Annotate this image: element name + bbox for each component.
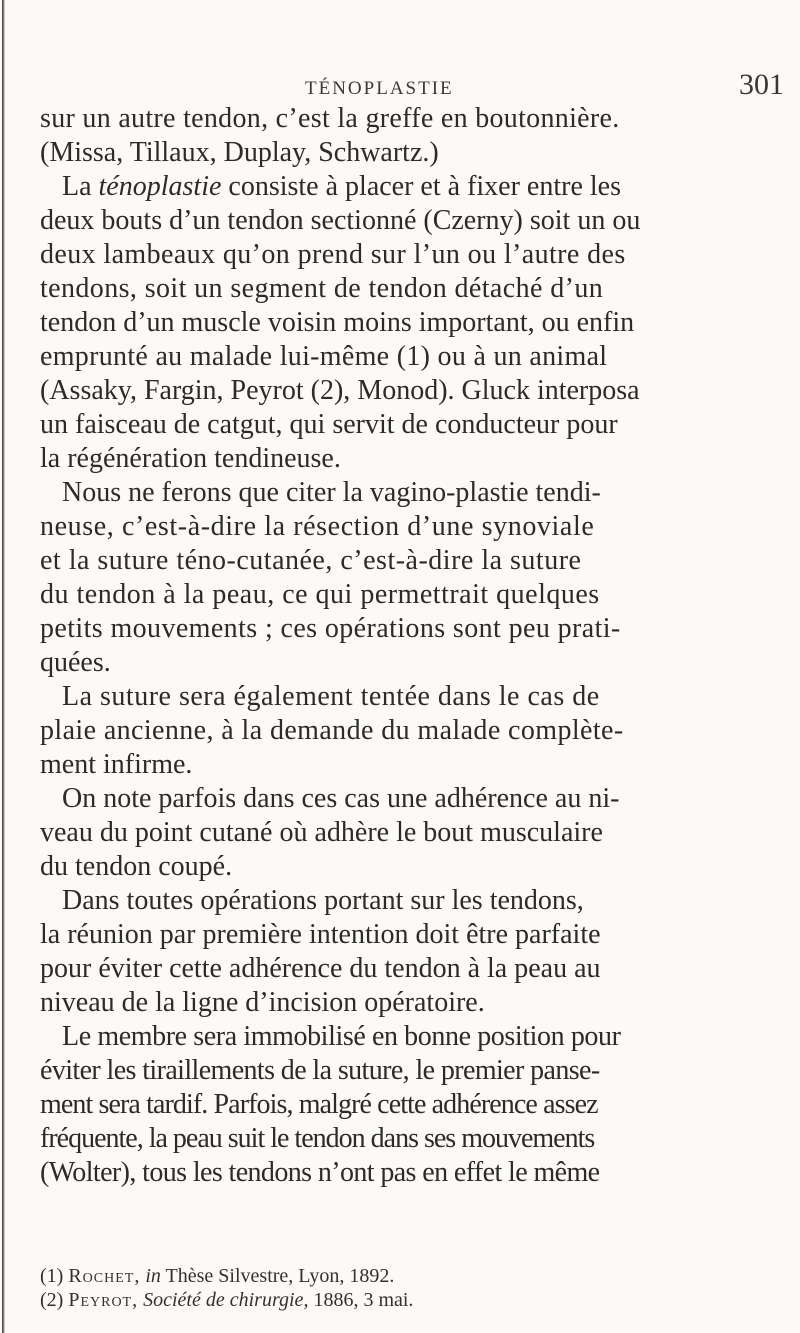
text-line: la réunion par première intention doit être parfaite bbox=[40, 919, 601, 950]
text-line: du tendon à la peau, ce qui permettrait quelques bbox=[40, 579, 600, 610]
text-line: éviter les tiraillements de la suture, le premier panse- bbox=[40, 1055, 600, 1086]
italic-term: ténoplastie bbox=[98, 171, 222, 202]
text-line: la régénération tendineuse. bbox=[40, 443, 341, 474]
running-title: TÉNOPLASTIE bbox=[305, 78, 454, 99]
text-line: sur un autre tendon, c’est la greffe en boutonnière. bbox=[40, 103, 620, 134]
text-line: (Missa, Tillaux, Duplay, Schwartz.) bbox=[40, 137, 439, 168]
text-line: Nous ne ferons que citer la vagino-plastie tendi- bbox=[62, 477, 601, 508]
footnote-marker: (2) bbox=[40, 1289, 64, 1311]
text-line: Le membre sera immobilisé en bonne position pour bbox=[62, 1021, 621, 1052]
text-line: quées. bbox=[40, 647, 111, 678]
text-fragment: La bbox=[62, 171, 92, 202]
text-line: La suture sera également tentée dans le cas de bbox=[62, 681, 600, 712]
footnote-journal: Société de chirurgie, bbox=[143, 1289, 309, 1311]
text-line: plaie ancienne, à la demande du malade complète- bbox=[40, 715, 624, 746]
text-line: deux lambeaux qu’on prend sur l’un ou l’autre des bbox=[40, 239, 626, 270]
footnote-2 bbox=[40, 1288, 413, 1312]
text-line: et la suture téno-cutanée, c’est-à-dire la suture bbox=[40, 545, 582, 576]
text-line: veau du point cutané où adhère le bout musculaire bbox=[40, 817, 603, 848]
text-line: petits mouvements ; ces opérations sont peu prati- bbox=[40, 613, 621, 644]
text-line: un faisceau de catgut, qui servit de conducteur pour bbox=[40, 409, 618, 440]
text-line: du tendon coupé. bbox=[40, 851, 233, 882]
text-line: ment sera tardif. Parfois, malgré cette adhérence assez bbox=[40, 1089, 598, 1120]
footnote-source: 1886, 3 mai. bbox=[313, 1289, 414, 1311]
text-line: tendons, soit un segment de tendon détaché d’un bbox=[40, 273, 604, 304]
text-line bbox=[62, 170, 621, 204]
text-line: (Assaky, Fargin, Peyrot (2), Monod). Gluck interposa bbox=[40, 375, 640, 406]
text-line: ment infirme. bbox=[40, 749, 193, 780]
page-header bbox=[0, 64, 800, 104]
footnote-marker: (1) bbox=[40, 1265, 64, 1287]
footnote-author: Rochet, bbox=[68, 1265, 141, 1287]
text-line: On note parfois dans ces cas une adhérence au ni- bbox=[62, 783, 620, 814]
page-edge-shadow bbox=[2, 0, 5, 1333]
footnote-author: Peyrot, bbox=[68, 1289, 139, 1311]
text-line: neuse, c’est-à-dire la résection d’une synoviale bbox=[40, 511, 595, 542]
text-line: (Wolter), tous les tendons n’ont pas en effet le même bbox=[40, 1157, 600, 1188]
text-fragment: consiste à placer et à fixer entre les bbox=[228, 171, 621, 202]
text-line: tendon d’un muscle voisin moins important, ou enfin bbox=[40, 307, 635, 338]
footnote-1 bbox=[40, 1264, 394, 1288]
text-line: emprunté au malade lui-même (1) ou à un animal bbox=[40, 341, 608, 372]
text-line: deux bouts d’un tendon sectionné (Czerny) soit un ou bbox=[40, 205, 641, 236]
text-line: pour éviter cette adhérence du tendon à la peau au bbox=[40, 953, 601, 984]
footnote-source: Thèse Silvestre, Lyon, 1892. bbox=[165, 1265, 395, 1287]
text-line: niveau de la ligne d’incision opératoire. bbox=[40, 987, 485, 1018]
text-line: Dans toutes opérations portant sur les tendons, bbox=[62, 885, 584, 916]
page-number: 301 bbox=[739, 68, 784, 101]
footnote-in: in bbox=[145, 1265, 161, 1287]
text-line: fréquente, la peau suit le tendon dans ses mouvements bbox=[40, 1123, 595, 1154]
